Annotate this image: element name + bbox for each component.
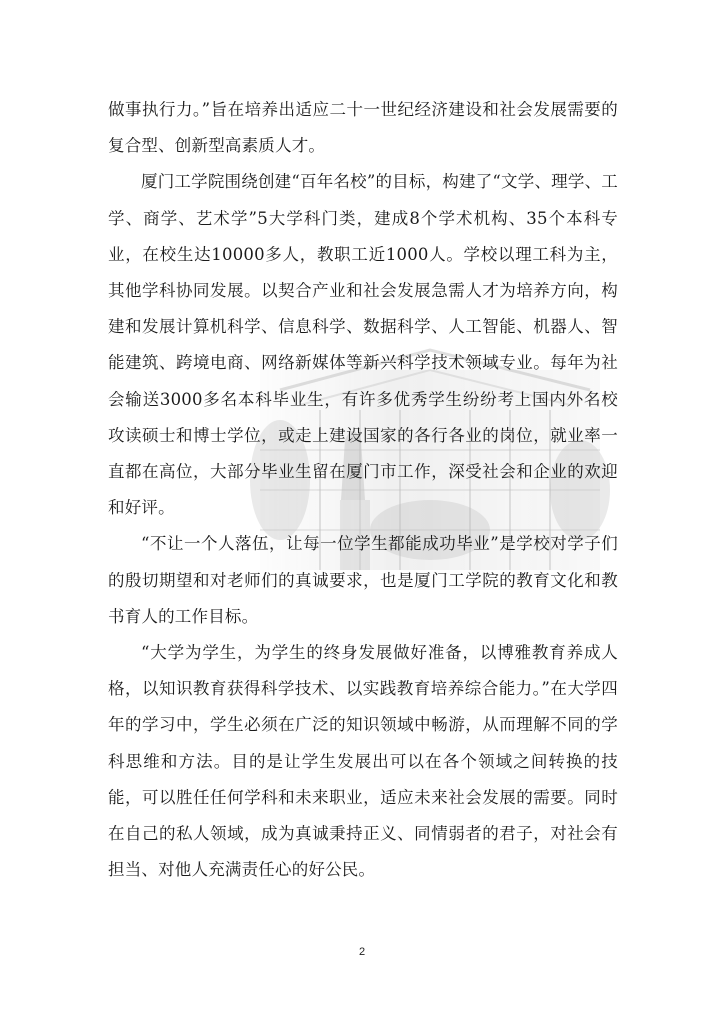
page-number: 2 xyxy=(358,946,366,958)
paragraph-1: 做事执行力。”旨在培养出适应二十一世纪经济建设和社会发展需要的复合型、创新型高素质人才。 xyxy=(108,100,618,156)
paragraph-2: 厦门工学院围绕创建“百年名校”的目标，构建了“文学、理学、工学、商学、艺术学”5大学科门类，建成8个学术机构、35个本科专业，在校生达10000多人，教职工近1000人。学校以理工科为主，其他学科协同发展。以契合产业和社会发展急需人才为培养方向，构建和发展计算机科学、信息科学、数据科学、人工智能、机器人、智能建筑、跨境电商、网络新媒体等新兴科学技术领域专业。每年为社会输送3000多名本科毕业生，有许多优秀学生纷纷考上国内外名校攻读硕士和博士学位，或走上建设国家的各行各业的岗位，就业率一直都在高位，大部分毕业生留在厦门市工作，深受社会和企业的欢迎和好评。 xyxy=(108,172,618,518)
document-body xyxy=(108,92,618,888)
paragraph-3: “不让一个人落伍，让每一位学生都能成功毕业”是学校对学子们的殷切期望和对老师们的真诚要求，也是厦门工学院的教育文化和教书育人的工作目标。 xyxy=(108,534,618,626)
paragraph-4: “大学为学生，为学生的终身发展做好准备，以博雅教育养成人格，以知识教育获得科学技术、以实践教育培养综合能力。”在大学四年的学习中，学生必须在广泛的知识领域中畅游，从而理解不同的学科思维和方法。目的是让学生发展出可以在各个领域之间转换的技能，可以胜任任何学科和未来职业，适应未来社会发展的需要。同时在自己的私人领域，成为真诚秉持正义、同情弱者的君子，对社会有担当、对他人充满责任心的好公民。 xyxy=(108,643,618,880)
